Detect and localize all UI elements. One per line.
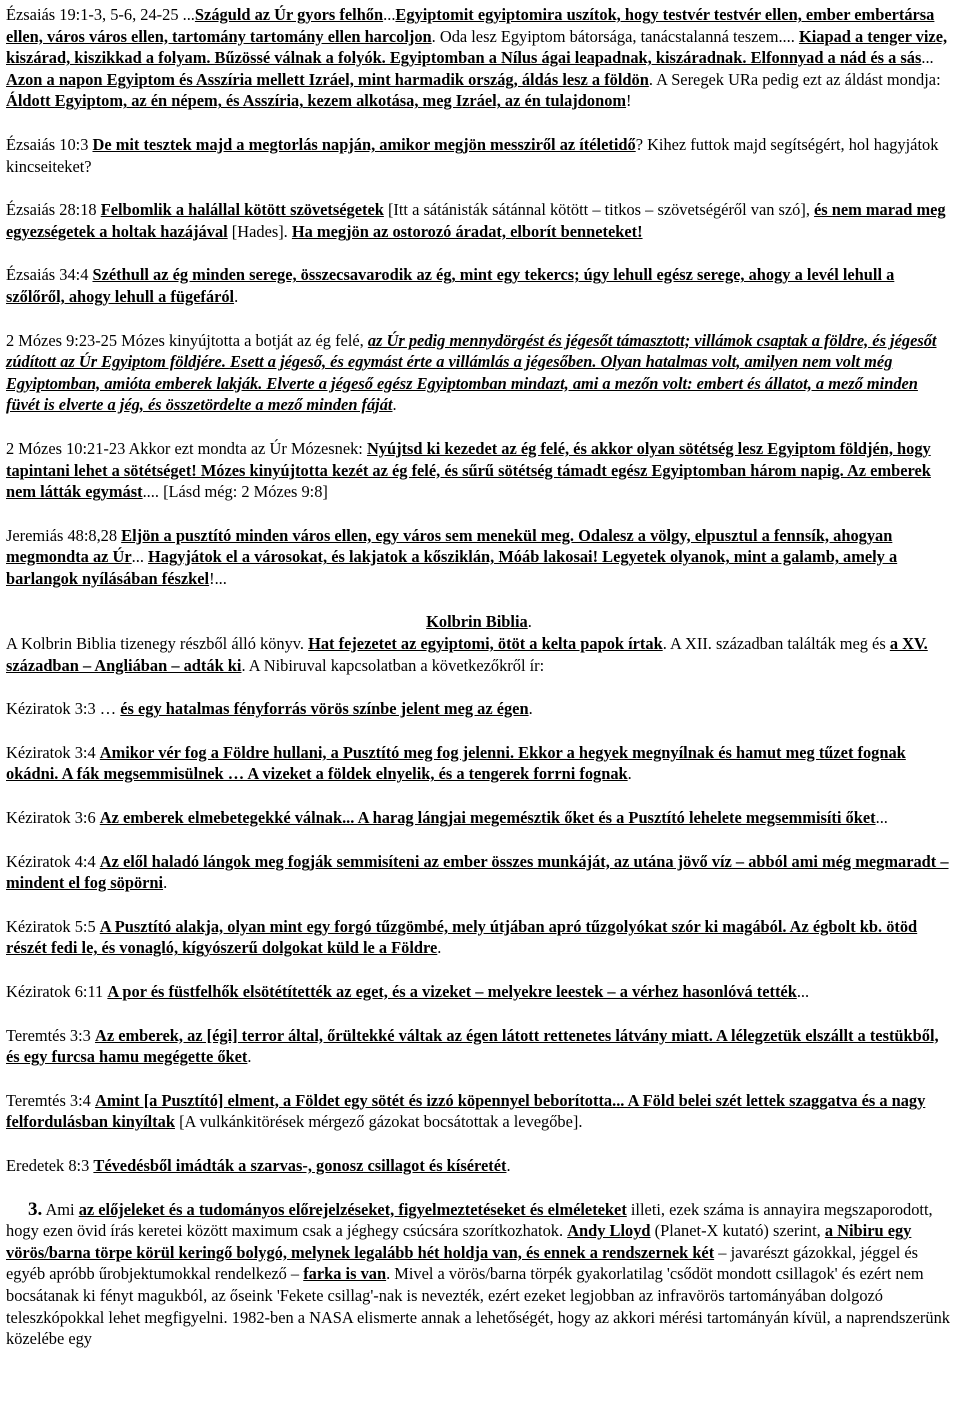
- section-number: 3.: [28, 1198, 43, 1220]
- paragraph: [6, 807, 952, 829]
- text-segment: Kéziratok 4:4: [6, 851, 100, 871]
- paragraph: [6, 199, 952, 242]
- text-segment: .: [163, 873, 168, 893]
- text-segment: .: [437, 938, 442, 958]
- text-segment: Jeremiás 48:8,28: [6, 525, 122, 545]
- text-segment: .: [234, 286, 239, 306]
- text-segment: Kéziratok 3:6: [6, 808, 100, 828]
- emphasized-text: Kiapad a tenger vize, kiszárad, kiszikkad a folyam. Bűzössé válnak a folyók. Egyiptomban a Nílus ágai leapadnak, kiszáradnak. Elfonnyad a nád és a sás: [6, 26, 948, 68]
- text-segment: .: [392, 395, 397, 415]
- text-segment: Teremtés 3:3: [6, 1025, 95, 1045]
- text-segment: ? Kihez futtok majd segítségért, hol hagyjátok kincseiteket?: [6, 134, 939, 176]
- text-segment: Ézsaiás 28:18: [6, 200, 101, 220]
- text-segment: .: [506, 1155, 511, 1175]
- emphasized-text: A Pusztító alakja, olyan mint egy forgó tűzgömbé, mely útjában apró tűzgolyókat szór ki magából. Az égbolt kb. ötöd részét fedi le, és vonagló, kígyószerű dolgokat küld le a Földre: [6, 916, 918, 958]
- emphasized-text: Hagyjátok el a városokat, és lakjatok a kősziklán, Móáb lakosai! Legyetek olyanok, mint a galamb, amely a barlangok nyílásában fészkel: [6, 547, 898, 588]
- emphasized-text: Áldott Egyiptom, az én népem, és Asszíria, kezem alkotása, meg Izráel, az én tulajdonom: [6, 91, 627, 111]
- paragraph: [6, 1155, 952, 1177]
- paragraph: [6, 916, 952, 959]
- text-segment: [Hades].: [227, 221, 292, 241]
- emphasized-text: az Úr pedig mennydörgést és jégesőt támasztott; villámok csaptak a földre, és jégesőt zúdított az Úr Egyiptom földjére. Esett a jégeső, és egymást érte a villámlás a jégesőben. Olyan hatalmas volt, amilyen nem volt még Egyiptomban, amióta emberek lakják. Elverte a jégeső egész Egyiptomban mindazt, ami a mezőn volt: embert és állatot, a mező minden füvét is elverte a jég, és összetördelte a mező minden fáját: [6, 330, 937, 415]
- emphasized-text: Nyújtsd ki kezedet az ég felé, és akkor olyan sötétség lesz Egyiptom földjén, hogy tapintani lehet a sötétséget! Mózes kinyújtotta kezét az ég felé, és sűrű sötétség támadt egész Egyiptomban három napig. Az emberek nem látták egymást: [6, 438, 931, 502]
- text-segment: 2 Mózes 9:23-25 Mózes kinyújtotta a botját az ég felé,: [6, 330, 368, 350]
- paragraph: [6, 698, 952, 720]
- text-segment: 2 Mózes 10:21-23 Akkor ezt mondta az Úr Mózesnek:: [6, 438, 367, 458]
- text-segment: !: [626, 91, 632, 111]
- text-segment: illeti, ezek száma is annayira megszaporodott, hogy ezen övid írás keretei között maximum csak a jéghegy csúcsára szorítkozhatok.: [6, 1199, 933, 1241]
- text-segment: Kéziratok 3:3 …: [6, 699, 121, 719]
- text-segment: . Oda lesz Egyiptom bátorsága, tanácstalanná teszem....: [431, 26, 799, 46]
- text-segment: [A vulkánkitörések mérgező gázokat bocsátottak a levegőbe].: [174, 1112, 583, 1132]
- emphasized-text: Eljön a pusztító minden város ellen, egy város sem menekül meg. Odalesz a völgy, elpusztul a fennsík, ahogyan megmondta az Úr: [6, 525, 893, 567]
- emphasized-text: és egy hatalmas fényforrás vörös színbe jelent meg az égen: [120, 699, 529, 719]
- emphasized-text: Egyiptomit egyiptomira uszítok, hogy testvér testvér ellen, ember embertársa ellen, város város ellen, tartomány tartomány ellen harcoljon: [6, 5, 935, 46]
- text-segment: .: [528, 699, 533, 719]
- emphasized-text: az előjeleket és a tudományos előrejelzéseket, figyelmeztetéseket és elméleteket: [78, 1199, 627, 1219]
- paragraph: [6, 438, 952, 503]
- paragraph: [6, 981, 952, 1003]
- text-segment: [Itt a sátánisták sátánnal kötött – titkos – szövetségéről van szó],: [383, 200, 815, 220]
- emphasized-text: Az emberek, az [égi] terror által, őrültekké váltak az égen látott rettenetes látvány miatt. A lélegzetük elszállt a testükből, és egy furcsa hamu megégette őket: [6, 1025, 939, 1067]
- text-segment: ...: [131, 547, 149, 567]
- paragraph: [6, 1199, 952, 1350]
- paragraph: [6, 264, 952, 307]
- emphasized-text: Széthull az ég minden serege, összecsavarodik az ég, mint egy tekercs; úgy lehull egész serege, ahogy a levél lehull a szőlőről, ahogy lehull a fügefáról: [6, 265, 895, 306]
- text-segment: ...: [796, 982, 810, 1001]
- text-segment: Ami: [42, 1199, 79, 1219]
- text-segment: (Planet-X kutató) szerint,: [650, 1221, 825, 1241]
- emphasized-text: farka is van: [303, 1264, 387, 1284]
- text-segment: . A XII. században találták meg és: [662, 634, 890, 654]
- emphasized-text: Felbomlik a halállal kötött szövetségetek: [100, 200, 384, 220]
- emphasized-text: Hat fejezetet az egyiptomi, ötöt a kelta papok írtak: [308, 634, 663, 654]
- paragraph: [6, 742, 952, 785]
- text-segment: Ézsaiás 10:3: [6, 134, 93, 154]
- text-segment: !...: [209, 568, 227, 588]
- emphasized-text: Tévedésből imádták a szarvas-, gonosz csillagot és kíséretét: [93, 1155, 507, 1175]
- text-segment: . A Seregek URa pedig ezt az áldást mondja:: [648, 69, 941, 89]
- text-segment: . Mivel a vörös/barna törpék gyakorlatilag 'csődöt mondott csillagok' és ezért nem bocsátanak ki fényt magukból, az őseink 'Fekete csillag'-nak is nevezték, ezért ezeket legjobban az infravörös tartományában dolgozó teleszkópokkal lehet megfigyelni. 1982-ben a NASA elismerte annak a lehetőségét, hogy az akkori mérési tartományán kívül, a naprendszerünk közelébe egy: [6, 1264, 950, 1349]
- text-segment: .... [Lásd még: 2 Mózes 9:8]: [142, 482, 328, 502]
- text-segment: ...: [875, 808, 888, 828]
- emphasized-text: Az emberek elmebetegekké válnak... A harag lángjai megemésztik őket és a Pusztító lehelete megsemmisíti őket: [99, 808, 876, 828]
- text-segment: A Kolbrin Biblia tizenegy részből álló könyv.: [6, 634, 309, 654]
- text-segment: . A Nibiruval kapcsolatban a következőkről ír:: [241, 655, 545, 675]
- text-segment: .: [527, 612, 532, 632]
- paragraph: [6, 633, 952, 676]
- paragraph: [6, 525, 952, 590]
- emphasized-text: Kolbrin Biblia: [426, 612, 528, 632]
- paragraph: [6, 1025, 952, 1068]
- paragraph: [6, 1090, 952, 1133]
- emphasized-text: Azon a napon Egyiptom és Asszíria mellett Izráel, mint harmadik ország, áldás lesz a földön: [6, 69, 649, 89]
- emphasized-text: Száguld az Úr gyors felhőn: [194, 5, 384, 24]
- emphasized-text: és nem marad meg egyezségetek a holtak hazájával: [6, 200, 946, 241]
- emphasized-text: a Nibiru egy vörös/barna törpe körül keringő bolygó, melynek legalább hét holdja van, és ennek a rendszernek két: [6, 1221, 912, 1262]
- paragraph: [6, 4, 952, 112]
- emphasized-text: Andy Lloyd: [567, 1221, 651, 1241]
- text-segment: .: [627, 764, 632, 784]
- text-segment: – javarészt gázokkal, jéggel és egyéb apróbb űrobjektumokkal rendelkező –: [6, 1242, 919, 1284]
- paragraph: [6, 611, 952, 633]
- emphasized-text: Az elől haladó lángok meg fogják semmisíteni az ember összes munkáját, az utána jövő víz – abból ami még megmaradt – mindent el fog söpörni: [6, 851, 949, 893]
- text-segment: Ézsaiás 19:1-3, 5-6, 24-25 ...: [6, 5, 195, 24]
- emphasized-text: Amint [a Pusztító] elment, a Földet egy sötét és izzó köpennyel beborította... A Föld belei szét lettek szaggatva és a nagy felfordulásban kinyíltak: [6, 1090, 926, 1132]
- emphasized-text: A por és füstfelhők elsötétítették az eget, és a vizeket – melyekre leestek – a vérhez hasonlóvá tették: [107, 982, 797, 1001]
- text-segment: Kéziratok 6:11: [6, 982, 108, 1001]
- emphasized-text: Ha megjön az ostorozó áradat, elborít benneteket!: [291, 221, 643, 241]
- text-segment: Eredetek 8:3: [6, 1155, 94, 1175]
- paragraph: [6, 851, 952, 894]
- paragraph: [6, 134, 952, 177]
- text-segment: .: [247, 1047, 252, 1067]
- text-segment: ...: [921, 48, 934, 68]
- text-segment: Kéziratok 3:4: [6, 742, 100, 762]
- text-segment: Ézsaiás 34:4: [6, 265, 93, 285]
- emphasized-text: De mit tesztek majd a megtorlás napján, amikor megjön messziről az ítéletidő: [92, 134, 636, 154]
- emphasized-text: a XV. században – Angliában – adták ki: [6, 634, 928, 675]
- paragraph: [6, 330, 952, 416]
- text-segment: Teremtés 3:4: [6, 1090, 95, 1110]
- text-segment: ...: [383, 5, 396, 24]
- text-segment: Kéziratok 5:5: [6, 916, 100, 936]
- emphasized-text: Amikor vér fog a Földre hullani, a Pusztító meg fog jelenni. Ekkor a hegyek megnyílnak és hamut meg tűzet fognak okádni. A fák megsemmisülnek … A vizeket a földek elnyelik, és a tengerek forrni fognak: [6, 742, 906, 784]
